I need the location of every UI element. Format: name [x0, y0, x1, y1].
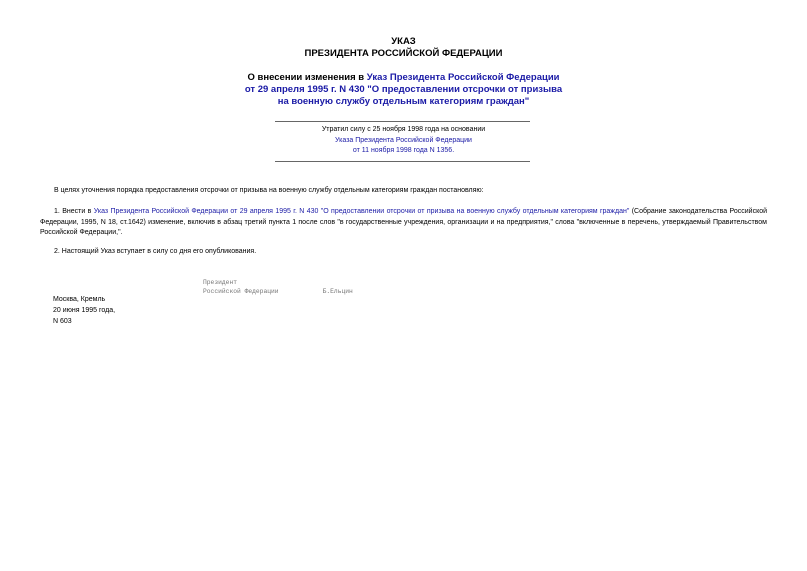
title-prefix: О внесении изменения в: [247, 72, 367, 83]
item-1-suffix: (Собрание законодательства Российской Федерации, 1995, N 18, ст.1642) изменение, включив в абзац третий пункта 1 после слов "в государственные учреждения, организации и на предприятия," слова "включенные в перечень, утверждаемый Правительством Российской Федерации,".: [40, 208, 768, 236]
item-2-paragraph: 2. Настоящий Указ вступает в силу со дня его опубликования.: [54, 248, 257, 255]
signature-position-line2: Российской Федерации: [203, 288, 279, 295]
status-note-link-line3[interactable]: от 11 ноября 1998 года N 1356.: [352, 147, 455, 154]
doc-type: УКАЗ: [391, 36, 416, 47]
divider-bottom: [275, 161, 530, 162]
signature-position-line1: Президент: [203, 279, 238, 286]
title-link-line1[interactable]: Указ Президента Российской Федерации: [366, 72, 560, 83]
item-1-link[interactable]: Указ Президента Российской Федерации от 29 апреля 1995 г. N 430 "О предоставлении отсрочки от призыва на военную службу отдельным категориям граждан": [93, 208, 630, 215]
divider-top: [275, 121, 530, 122]
item-1-prefix: 1. Внести в: [54, 208, 94, 215]
status-note-line1: Утратил силу с 25 ноября 1998 года на основании: [321, 126, 486, 133]
place-date-block: [53, 294, 115, 327]
place: Москва, Кремль: [53, 296, 106, 303]
signature-block: [203, 278, 353, 296]
item-1-paragraph: [40, 207, 767, 239]
status-note-link-line2[interactable]: Указа Президента Российской Федерации: [335, 136, 472, 144]
intro-paragraph: В целях уточнения порядка предоставления отсрочки от призыва на военную службу отдельным категориям граждан постановляю:: [54, 187, 484, 194]
signature-name: Б.Ельцин: [322, 288, 353, 295]
title-link-line2[interactable]: от 29 апреля 1995 г. N 430 "О предоставлении отсрочки от призыва: [244, 84, 563, 95]
date: 20 июня 1995 года,: [53, 307, 116, 314]
doc-number: N 603: [53, 318, 72, 325]
title-link-line3[interactable]: на военную службу отдельным категориям граждан": [277, 96, 530, 107]
document-title: [0, 72, 807, 108]
doc-issuer: ПРЕЗИДЕНТА РОССИЙСКОЙ ФЕДЕРАЦИИ: [304, 48, 503, 59]
status-note: [0, 125, 807, 157]
document-header: [0, 36, 807, 60]
